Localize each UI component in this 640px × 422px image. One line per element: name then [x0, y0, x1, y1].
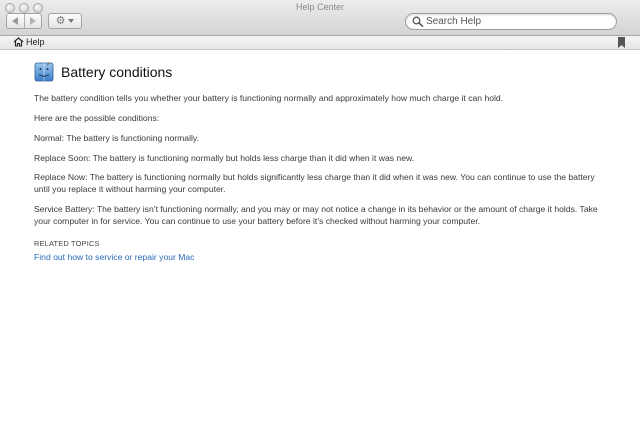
article — [34, 62, 609, 262]
search-icon — [412, 16, 424, 27]
chevron-down-icon — [68, 19, 74, 23]
article-paragraph: Replace Now: The battery is functioning normally but holds significantly less charge than it did when it was new. You can continue to use the battery until you replace it without harming your computer. — [34, 172, 595, 194]
chevron-left-icon — [12, 17, 18, 25]
related-topics-heading: RELATED TOPICS — [34, 239, 100, 248]
gear-icon: ⚙ — [55, 14, 66, 27]
finder-icon — [34, 62, 54, 82]
history-navigation — [6, 13, 42, 29]
window-title: Help Center — [295, 2, 345, 12]
page-title: Battery conditions — [61, 64, 173, 80]
help-home-link[interactable] — [13, 37, 45, 47]
home-label: Help — [26, 37, 45, 47]
article-paragraph: The battery condition tells you whether your battery is functioning normally and approximately how much charge it can hold. — [34, 93, 504, 103]
forward-button[interactable] — [24, 14, 42, 28]
article-paragraph: Service Battery: The battery isn’t functioning normally, and you may or may not notice a change in its behavior or the amount of charge it holds. Take your computer in for service. You can continue to use your battery before it’s checked without harming your computer. — [34, 204, 598, 226]
chevron-right-icon — [30, 17, 36, 25]
article-paragraph: Here are the possible conditions: — [34, 113, 160, 123]
bookmark-icon[interactable] — [618, 37, 625, 48]
back-button[interactable] — [7, 14, 24, 28]
action-menu-button[interactable] — [48, 13, 82, 29]
window-toolbar — [0, 0, 640, 36]
home-icon — [13, 37, 24, 47]
search-field[interactable] — [405, 13, 617, 30]
breadcrumb — [0, 36, 640, 50]
search-input[interactable] — [426, 15, 611, 28]
article-paragraph: Normal: The battery is functioning normally. — [34, 133, 199, 143]
article-paragraph: Replace Soon: The battery is functioning normally but holds less charge than it did when it was new. — [34, 153, 415, 163]
article-header — [34, 62, 609, 82]
related-link-service-repair[interactable]: Find out how to service or repair your Mac — [34, 252, 195, 262]
